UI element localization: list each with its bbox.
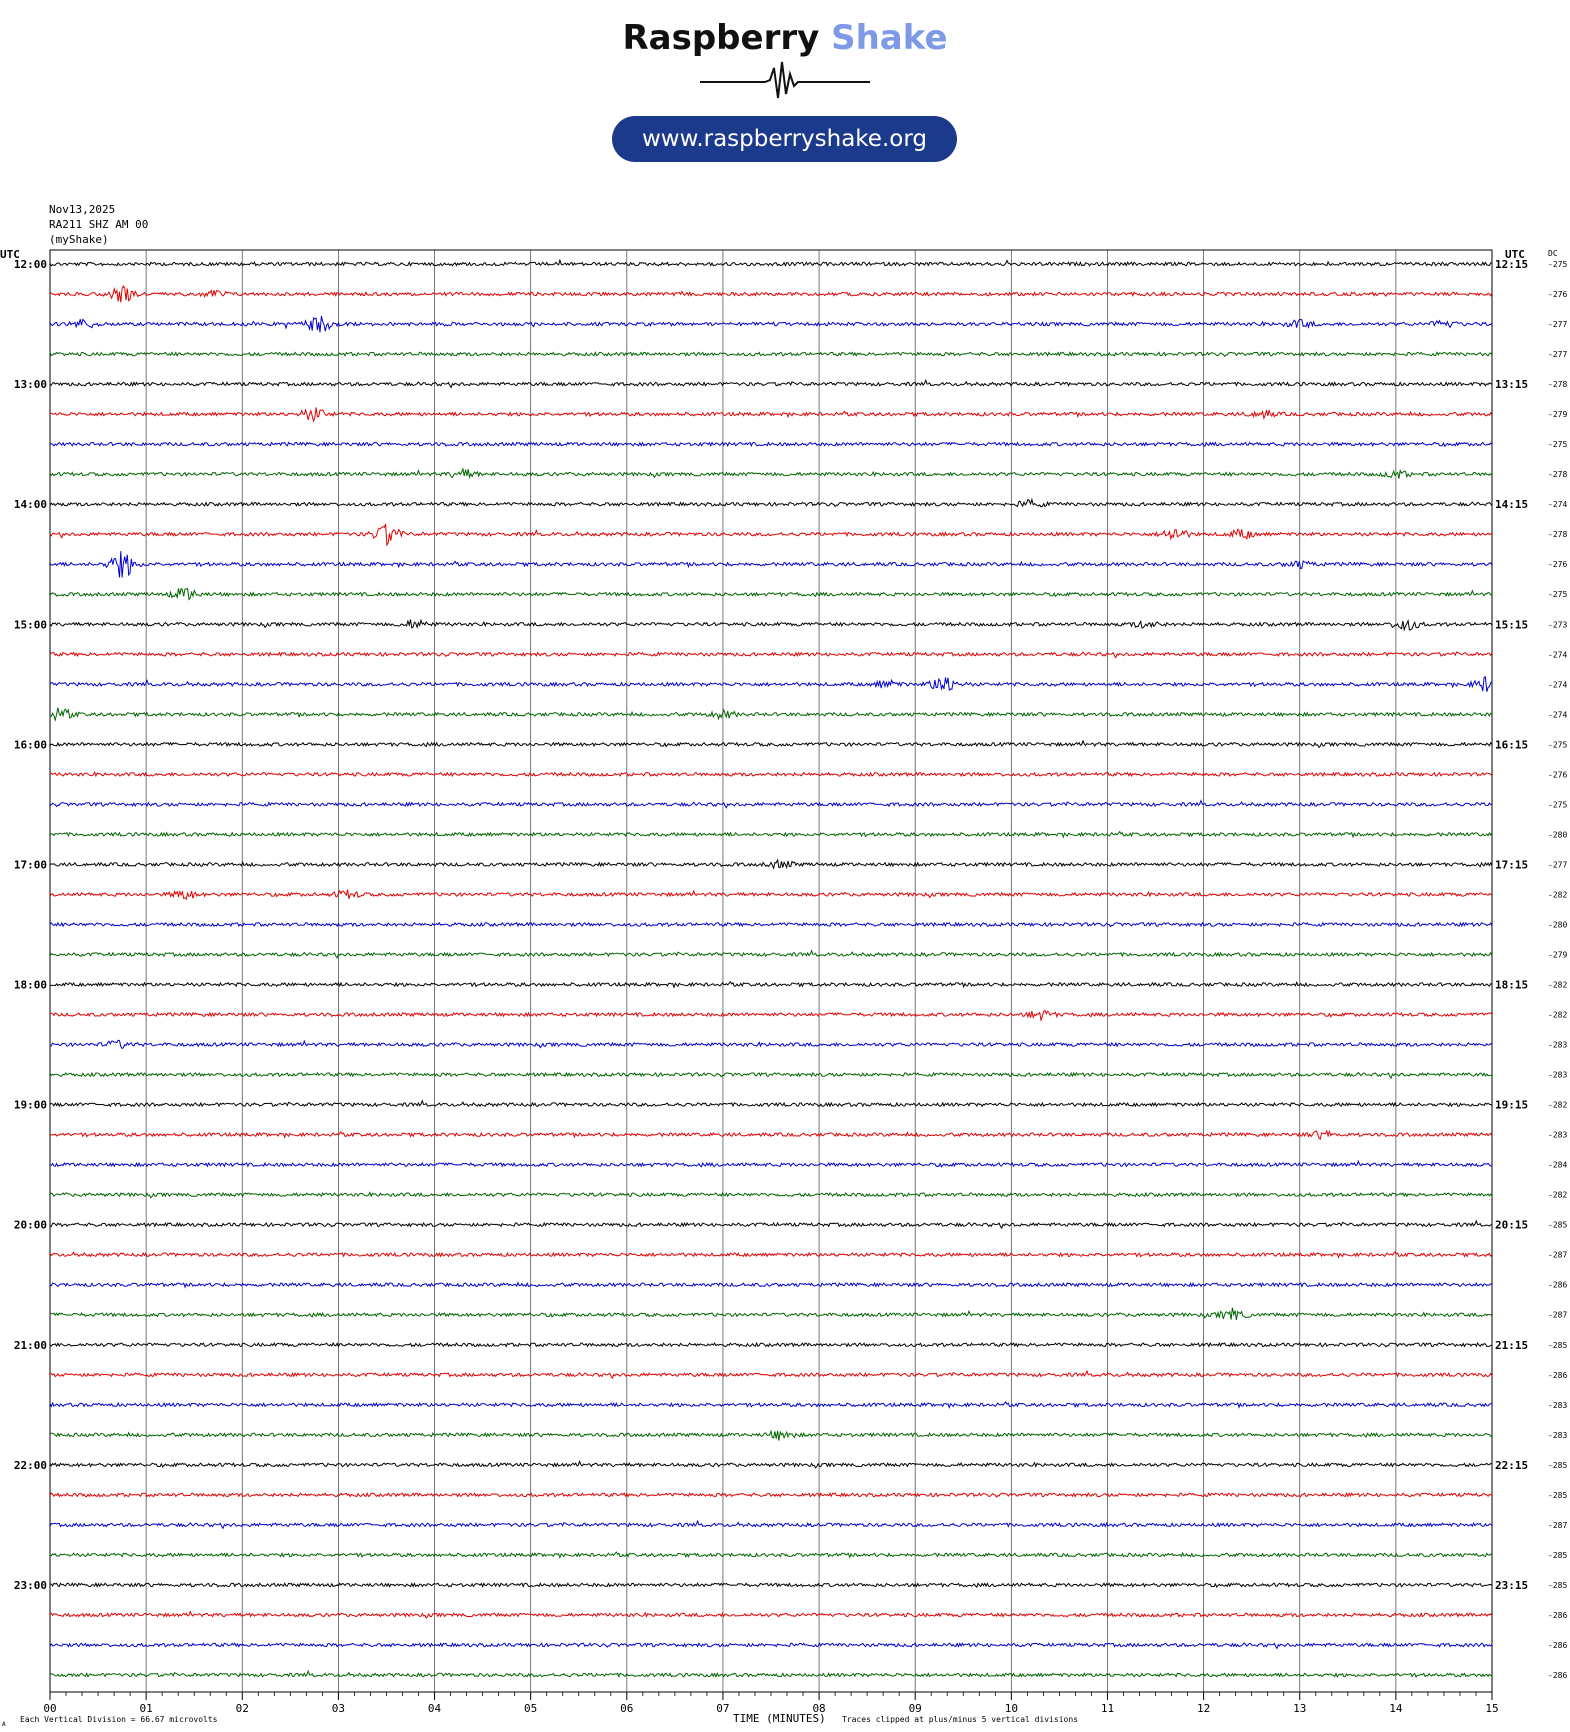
seismic-trace [50, 1101, 1492, 1107]
left-time-label: 14:00 [13, 498, 47, 512]
x-tick-label: 09 [908, 1702, 922, 1715]
dc-offset-value: -285 [1548, 1340, 1568, 1350]
x-tick-label: 02 [235, 1702, 249, 1715]
x-tick-label: 00 [43, 1702, 57, 1715]
right-time-label: 14:15 [1495, 498, 1529, 512]
right-axis-label: UTC [1505, 248, 1525, 261]
dc-offset-value: -285 [1548, 1550, 1568, 1560]
dc-offset-value: -282 [1548, 890, 1568, 900]
dc-offset-value: -277 [1548, 860, 1568, 870]
dc-offset-value: -286 [1548, 1280, 1568, 1290]
dc-offset-value: -285 [1548, 1460, 1568, 1470]
dc-offset-value: -275 [1548, 740, 1568, 750]
dc-offset-value: -274 [1548, 680, 1568, 690]
x-tick-label: 08 [812, 1702, 826, 1715]
seismic-trace [50, 677, 1492, 692]
dc-offset-value: -286 [1548, 1370, 1568, 1380]
right-time-label: 12:15 [1495, 258, 1529, 271]
dc-offset-value: -282 [1548, 1010, 1568, 1020]
seismic-trace [50, 380, 1492, 387]
seismic-trace [50, 1073, 1492, 1079]
seismic-trace [50, 1252, 1492, 1258]
seismic-trace [50, 890, 1492, 899]
dc-offset-value: -282 [1548, 980, 1568, 990]
dc-offset-value: -286 [1548, 1610, 1568, 1620]
dc-offset-value: -273 [1548, 620, 1568, 630]
left-time-label: 13:00 [13, 378, 47, 392]
seismic-trace [50, 286, 1492, 302]
seismic-trace [50, 832, 1492, 838]
seismic-trace [50, 1493, 1492, 1497]
left-time-label: 21:00 [13, 1338, 47, 1352]
left-time-label: 20:00 [13, 1218, 47, 1232]
seismic-trace [50, 352, 1492, 356]
right-time-label: 16:15 [1495, 738, 1529, 752]
left-time-label: 19:00 [13, 1098, 47, 1112]
right-time-label: 20:15 [1495, 1218, 1529, 1232]
corner-mark: A [2, 1721, 6, 1728]
seismic-trace [50, 1040, 1492, 1048]
seismic-trace [50, 1431, 1492, 1441]
seismic-trace [50, 408, 1492, 422]
seismic-trace [50, 1131, 1492, 1139]
plot-frame [50, 250, 1492, 1692]
seismic-trace [50, 741, 1492, 748]
seismic-trace [50, 500, 1492, 507]
seismic-trace [50, 620, 1492, 630]
dc-offset-value: -276 [1548, 560, 1568, 570]
seismic-trace [50, 1193, 1492, 1198]
seismic-trace [50, 589, 1492, 600]
seismic-trace [50, 1371, 1492, 1378]
seismic-trace [50, 652, 1492, 658]
right-time-label: 17:15 [1495, 858, 1529, 872]
seismic-trace [50, 1308, 1492, 1320]
dc-offset-value: -275 [1548, 590, 1568, 600]
seismic-trace [50, 1221, 1492, 1228]
station-id: RA211 SHZ AM 00 [49, 218, 149, 231]
dc-offset-value: -283 [1548, 1070, 1568, 1080]
dc-offset-value: -285 [1548, 1490, 1568, 1500]
website-url-badge[interactable]: www.raspberryshake.org [612, 116, 957, 162]
seismic-trace [50, 1521, 1492, 1528]
right-time-label: 23:15 [1495, 1578, 1529, 1592]
dc-offset-value: -287 [1548, 1310, 1568, 1320]
seismic-trace [50, 1583, 1492, 1587]
footer-scale-text: Each Vertical Division = 66.67 microvolts [20, 1715, 218, 1724]
dc-offset-value: -282 [1548, 1100, 1568, 1110]
left-time-label: 16:00 [13, 738, 47, 752]
seismic-trace [50, 951, 1492, 958]
dc-offset-value: -282 [1548, 1190, 1568, 1200]
dc-offset-value: -279 [1548, 410, 1568, 420]
x-tick-label: 11 [1100, 1702, 1115, 1715]
dc-header: DC [1548, 249, 1558, 258]
seismic-trace [50, 1343, 1492, 1347]
dc-offset-value: -278 [1548, 530, 1568, 540]
dc-offset-value: -279 [1548, 950, 1568, 960]
dc-offset-value: -285 [1548, 1580, 1568, 1590]
data-source: (myShake) [49, 233, 109, 246]
seismic-trace [50, 1161, 1492, 1167]
left-time-label: 15:00 [13, 618, 47, 632]
left-time-label: 23:00 [13, 1578, 47, 1592]
dc-offset-value: -276 [1548, 770, 1568, 780]
seismic-trace [50, 469, 1492, 479]
seismic-trace [50, 1643, 1492, 1649]
dc-offset-value: -283 [1548, 1400, 1568, 1410]
logo-brand-shake: Shake [831, 18, 948, 58]
seismic-trace [50, 860, 1492, 868]
x-tick-label: 13 [1293, 1702, 1307, 1715]
x-tick-label: 06 [620, 1702, 634, 1715]
x-tick-label: 03 [331, 1702, 346, 1715]
x-tick-label: 04 [427, 1702, 442, 1715]
seismic-trace [50, 524, 1492, 545]
dc-offset-value: -276 [1548, 290, 1568, 300]
x-tick-label: 15 [1485, 1702, 1499, 1715]
dc-offset-value: -280 [1548, 830, 1568, 840]
dc-offset-value: -275 [1548, 440, 1568, 450]
seismic-trace [50, 982, 1492, 988]
logo-brand-raspberry: Raspberry [622, 18, 820, 58]
dc-offset-value: -283 [1548, 1430, 1568, 1440]
dc-offset-value: -277 [1548, 320, 1568, 330]
x-tick-label: 01 [139, 1702, 153, 1715]
footer-clip-text: Traces clipped at plus/minus 5 vertical divisions [842, 1715, 1079, 1724]
x-tick-label: 10 [1004, 1702, 1018, 1715]
seismic-trace [50, 1552, 1492, 1558]
x-tick-label: 05 [524, 1702, 538, 1715]
seismic-trace [50, 1612, 1492, 1619]
seismic-trace [50, 442, 1492, 446]
seismic-trace [50, 551, 1492, 577]
seismic-trace [50, 1011, 1492, 1020]
dc-offset-value: -284 [1548, 1160, 1568, 1170]
dc-offset-value: -287 [1548, 1250, 1568, 1260]
dc-offset-value: -283 [1548, 1130, 1568, 1140]
right-time-label: 18:15 [1495, 978, 1529, 992]
dc-offset-value: -277 [1548, 350, 1568, 360]
dc-offset-value: -275 [1548, 260, 1568, 269]
seismic-trace [50, 772, 1492, 776]
plot-date: Nov13,2025 [49, 203, 116, 216]
left-axis-label: UTC [0, 248, 20, 261]
x-tick-label: 14 [1389, 1702, 1403, 1715]
dc-offset-value: -287 [1548, 1520, 1568, 1530]
dc-offset-value: -274 [1548, 710, 1568, 720]
seismic-trace [50, 316, 1492, 333]
dc-offset-value: -278 [1548, 470, 1568, 480]
left-time-label: 12:00 [13, 258, 47, 271]
right-time-label: 15:15 [1495, 618, 1529, 632]
x-axis-title: TIME (MINUTES) [733, 1712, 826, 1725]
right-time-label: 13:15 [1495, 378, 1529, 392]
dc-offset-value: -275 [1548, 800, 1568, 810]
right-time-label: 22:15 [1495, 1458, 1529, 1472]
x-tick-label: 07 [716, 1702, 730, 1715]
dc-offset-value: -274 [1548, 500, 1568, 510]
left-time-label: 18:00 [13, 978, 47, 992]
seismic-trace [50, 260, 1492, 266]
dc-offset-value: -283 [1548, 1040, 1568, 1050]
x-tick-label: 12 [1196, 1702, 1211, 1715]
right-time-label: 21:15 [1495, 1338, 1529, 1352]
seismic-trace [50, 923, 1492, 927]
seismic-trace [50, 1671, 1492, 1677]
seismic-trace [50, 708, 1492, 720]
seismic-trace [50, 1402, 1492, 1408]
dc-offset-value: -285 [1548, 1220, 1568, 1230]
right-time-label: 19:15 [1495, 1098, 1529, 1112]
dc-offset-value: -274 [1548, 650, 1568, 660]
seismic-trace [50, 801, 1492, 808]
dc-offset-value: -286 [1548, 1640, 1568, 1650]
dc-offset-value: -286 [1548, 1671, 1568, 1680]
seismic-trace [50, 1461, 1492, 1468]
left-time-label: 22:00 [13, 1458, 47, 1472]
dc-offset-value: -278 [1548, 380, 1568, 390]
dc-offset-value: -280 [1548, 920, 1568, 930]
seismic-trace [50, 1283, 1492, 1288]
left-time-label: 17:00 [13, 858, 47, 872]
